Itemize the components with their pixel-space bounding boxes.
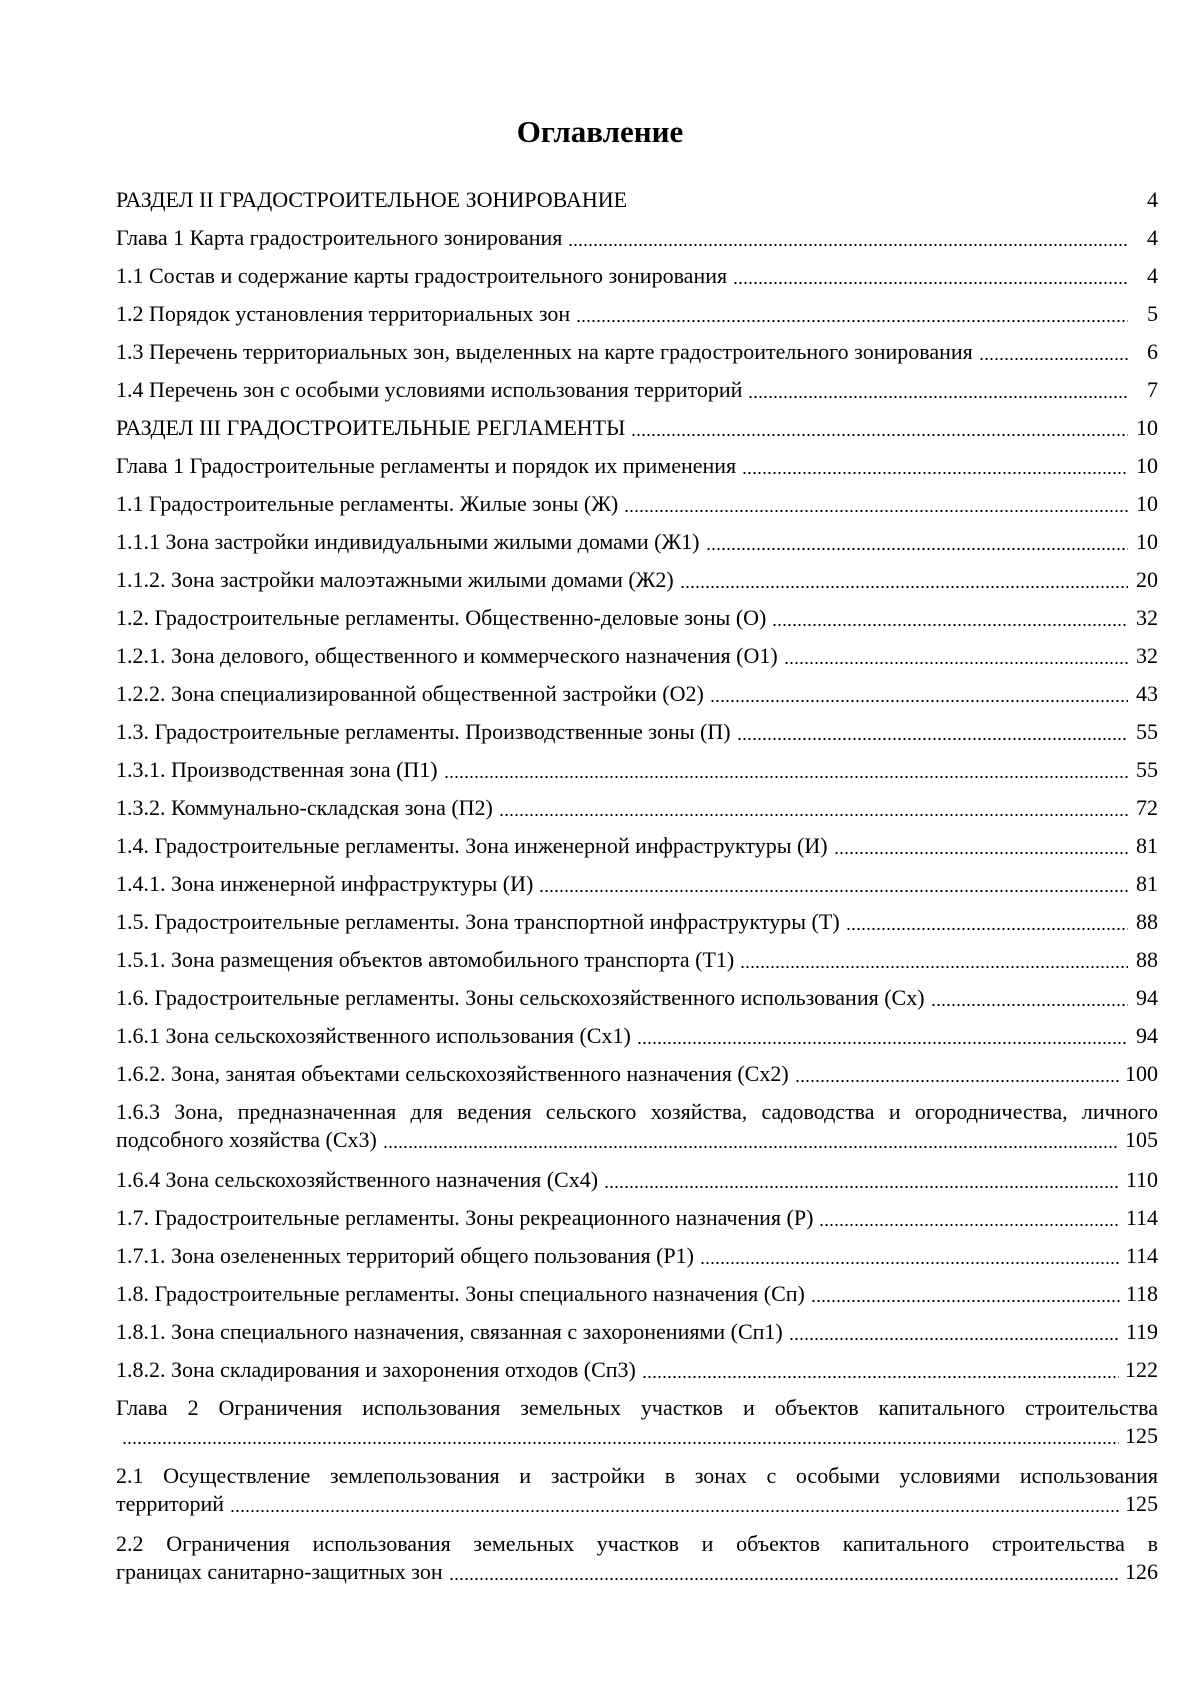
dot-leader — [748, 392, 1128, 399]
toc-entry-line — [116, 566, 1158, 594]
toc-entry-line — [116, 376, 1158, 404]
toc-page-number: 81 — [1136, 833, 1158, 858]
toc-entry-text: 1.3 Перечень территориальных зон, выделенных на карте градостроительного зонирования — [116, 339, 973, 364]
toc-entry-line — [116, 1242, 1158, 1270]
toc-entry-text: 1.3.1. Производственная зона (П1) — [116, 757, 438, 782]
dot-leader — [122, 1438, 1119, 1445]
dot-leader — [834, 848, 1128, 855]
toc-page-number: 5 — [1147, 301, 1158, 326]
dot-leader — [733, 278, 1128, 285]
toc-entry-text: 1.6.1 Зона сельскохозяйственного использования (Сх1) — [116, 1023, 631, 1048]
dot-leader — [700, 1258, 1120, 1265]
toc-title: Оглавление — [516, 114, 684, 149]
toc-entry-line — [116, 642, 1158, 670]
dot-leader — [811, 1296, 1120, 1303]
toc-entry[interactable] — [116, 376, 1158, 414]
toc-page-number: 125 — [1125, 1423, 1158, 1448]
toc-entry-text: 1.6. Градостроительные регламенты. Зоны сельскохозяйственного использования (Сх) — [116, 985, 925, 1010]
toc-entry-line — [116, 528, 1158, 556]
toc-entry-text: Глава 2 Ограничения использования земельных участков и объектов капитального строительства — [116, 1395, 1158, 1420]
toc-entry-line — [116, 1280, 1158, 1308]
toc-entry-line — [116, 1126, 1158, 1154]
dot-leader — [624, 506, 1128, 513]
toc-entry[interactable] — [116, 718, 1158, 756]
toc-entry-text: 1.1 Градостроительные регламенты. Жилые зоны (Ж) — [116, 491, 619, 516]
toc-entry[interactable] — [116, 490, 1158, 528]
toc-entry-text: 1.1.1 Зона застройки индивидуальными жилыми домами (Ж1) — [116, 529, 700, 554]
toc-entry-line — [116, 1356, 1158, 1384]
toc-entry[interactable] — [116, 224, 1158, 262]
dot-leader — [979, 354, 1128, 361]
table-of-contents — [116, 186, 1158, 1598]
toc-entry-text: 1.3. Градостроительные регламенты. Производственные зоны (П) — [116, 719, 731, 744]
toc-entry-text: 1.5.1. Зона размещения объектов автомобильного транспорта (Т1) — [116, 947, 735, 972]
toc-entry-text: 1.2.1. Зона делового, общественного и коммерческого назначения (О1) — [116, 643, 778, 668]
toc-entry-line — [116, 338, 1158, 366]
toc-entry-text: 1.1.2. Зона застройки малоэтажными жилыми домами (Ж2) — [116, 567, 674, 592]
toc-entry-text: 1.8. Градостроительные регламенты. Зоны специального назначения (Сп) — [116, 1281, 805, 1306]
dot-leader — [539, 886, 1128, 893]
toc-entry-text: 1.7. Градостроительные регламенты. Зоны рекреационного назначения (Р) — [116, 1205, 814, 1230]
toc-entry-line — [116, 490, 1158, 518]
toc-entry-line — [116, 794, 1158, 822]
toc-entry-line — [116, 300, 1158, 328]
toc-entry-text: границах санитарно-защитных зон — [116, 1559, 443, 1584]
toc-page-number: 125 — [1125, 1491, 1158, 1516]
toc-entry-text: Глава 1 Карта градостроительного зонирования — [116, 225, 563, 250]
dot-leader — [568, 240, 1128, 247]
toc-entry[interactable] — [116, 756, 1158, 794]
dot-leader — [642, 1372, 1119, 1379]
toc-entry-text: 2.1 Осуществление землепользования и застройки в зонах с особыми условиями использования — [116, 1463, 1158, 1488]
toc-entry-text: 1.6.4 Зона сельскохозяйственного назначения (Сх4) — [116, 1167, 599, 1192]
dot-leader — [789, 1334, 1120, 1341]
dot-leader — [772, 620, 1128, 627]
toc-page-number: 55 — [1136, 757, 1158, 782]
toc-entry-text: 1.4 Перечень зон с особыми условиями использования территорий — [116, 377, 743, 402]
dot-leader — [931, 1000, 1128, 1007]
toc-page-number: 10 — [1136, 491, 1158, 516]
toc-entry[interactable] — [116, 1242, 1158, 1280]
toc-entry-text: 1.4.1. Зона инженерной инфраструктуры (И) — [116, 871, 534, 896]
dot-leader — [383, 1142, 1119, 1149]
toc-entry[interactable] — [116, 1462, 1158, 1530]
toc-entry-text: подсобного хозяйства (Сх3) — [116, 1127, 377, 1152]
toc-page-number: 88 — [1136, 909, 1158, 934]
toc-entry[interactable] — [116, 604, 1158, 642]
toc-entry[interactable] — [116, 414, 1158, 452]
toc-entry[interactable] — [116, 528, 1158, 566]
dot-leader — [710, 696, 1128, 703]
toc-entry-text: 1.2. Градостроительные регламенты. Общественно-деловые зоны (О) — [116, 605, 767, 630]
toc-entry[interactable] — [116, 1060, 1158, 1098]
toc-entry-line — [116, 414, 1158, 442]
toc-entry[interactable] — [116, 1022, 1158, 1060]
toc-page-number: 126 — [1125, 1559, 1158, 1584]
toc-page-number: 10 — [1136, 453, 1158, 478]
toc-entry-text: 1.6.3 Зона, предназначенная для ведения сельского хозяйства, садоводства и огородничества, личного — [116, 1099, 1158, 1124]
dot-leader — [742, 468, 1128, 475]
dot-leader — [680, 582, 1128, 589]
toc-entry[interactable] — [116, 1530, 1158, 1598]
toc-entry[interactable] — [116, 186, 1158, 224]
toc-page-number: 94 — [1136, 985, 1158, 1010]
dot-leader — [230, 1506, 1119, 1513]
toc-entry-line — [116, 224, 1158, 252]
toc-entry[interactable] — [116, 566, 1158, 604]
toc-entry-text: 1.6.2. Зона, занятая объектами сельскохозяйственного назначения (Сх2) — [116, 1061, 789, 1086]
toc-page-number: 100 — [1125, 1061, 1158, 1086]
toc-entry-line — [116, 908, 1158, 936]
toc-entry[interactable] — [116, 1098, 1158, 1166]
dot-leader — [604, 1182, 1120, 1189]
toc-entry[interactable] — [116, 1394, 1158, 1462]
toc-entry[interactable] — [116, 908, 1158, 946]
toc-entry-text: 1.8.2. Зона складирования и захоронения отходов (Сп3) — [116, 1357, 636, 1382]
toc-page-number: 72 — [1136, 795, 1158, 820]
toc-entry[interactable] — [116, 794, 1158, 832]
toc-page-number: 114 — [1125, 1205, 1158, 1230]
toc-entry[interactable] — [116, 680, 1158, 718]
toc-page-number: 88 — [1136, 947, 1158, 972]
dot-leader — [737, 734, 1128, 741]
dot-leader — [784, 658, 1128, 665]
toc-entry[interactable] — [116, 262, 1158, 300]
toc-entry[interactable] — [116, 452, 1158, 490]
toc-entry-text: 1.1 Состав и содержание карты градостроительного зонирования — [116, 263, 728, 288]
toc-entry-text: 2.2 Ограничения использования земельных участков и объектов капитального строительства в — [116, 1531, 1158, 1556]
toc-entry-line — [116, 186, 1158, 214]
toc-entry-line — [116, 946, 1158, 974]
toc-page-number: 10 — [1136, 529, 1158, 554]
toc-page-number: 81 — [1136, 871, 1158, 896]
toc-entry-line — [116, 1558, 1158, 1586]
toc-entry-text: Глава 1 Градостроительные регламенты и порядок их применения — [116, 453, 737, 478]
dot-leader — [795, 1076, 1119, 1083]
toc-entry-line — [116, 1422, 1158, 1450]
toc-page-number: 20 — [1136, 567, 1158, 592]
toc-page-number: 10 — [1136, 415, 1158, 440]
dot-leader — [499, 810, 1128, 817]
toc-page-number: 4 — [1147, 187, 1158, 212]
toc-page-number: 122 — [1125, 1357, 1158, 1382]
toc-entry-line — [116, 1490, 1158, 1518]
toc-entry[interactable] — [116, 1318, 1158, 1356]
toc-page-number: 43 — [1136, 681, 1158, 706]
toc-entry-line — [116, 984, 1158, 1012]
dot-leader — [706, 544, 1129, 551]
toc-entry[interactable] — [116, 338, 1158, 376]
toc-entry-line — [116, 680, 1158, 708]
toc-entry-line — [116, 1060, 1158, 1088]
toc-page-number: 32 — [1136, 605, 1158, 630]
toc-page-number: 6 — [1147, 339, 1158, 364]
toc-page-number: 94 — [1136, 1023, 1158, 1048]
toc-page-number: 7 — [1147, 377, 1158, 402]
toc-entry-text: РАЗДЕЛ III ГРАДОСТРОИТЕЛЬНЫЕ РЕГЛАМЕНТЫ — [116, 415, 626, 440]
dot-leader — [576, 316, 1128, 323]
toc-entry[interactable] — [116, 1166, 1158, 1204]
toc-entry-line — [116, 604, 1158, 632]
toc-page-number: 110 — [1125, 1167, 1158, 1192]
toc-entry-line — [116, 262, 1158, 290]
toc-entry-line — [116, 1166, 1158, 1194]
toc-entry-text: 1.2.2. Зона специализированной общественной застройки (О2) — [116, 681, 704, 706]
toc-entry-line — [116, 1318, 1158, 1346]
toc-entry-line — [116, 756, 1158, 784]
toc-page-number: 4 — [1147, 225, 1158, 250]
toc-entry-line — [116, 1022, 1158, 1050]
toc-entry[interactable] — [116, 642, 1158, 680]
toc-page-number: 114 — [1125, 1243, 1158, 1268]
toc-page-number: 105 — [1125, 1127, 1158, 1152]
toc-entry-line — [116, 870, 1158, 898]
toc-entry[interactable] — [116, 984, 1158, 1022]
toc-entry-text: территорий — [116, 1491, 225, 1516]
toc-entry-text: 1.3.2. Коммунально-складская зона (П2) — [116, 795, 493, 820]
dot-leader — [637, 1038, 1128, 1045]
toc-page-number: 55 — [1136, 719, 1158, 744]
toc-page-number: 118 — [1125, 1281, 1158, 1306]
toc-entry-text: 1.4. Градостроительные регламенты. Зона инженерной инфраструктуры (И) — [116, 833, 828, 858]
toc-entry-text: 1.2 Порядок установления территориальных зон — [116, 301, 571, 326]
toc-entry-text: 1.5. Градостроительные регламенты. Зона транспортной инфраструктуры (Т) — [116, 909, 840, 934]
toc-entry[interactable] — [116, 832, 1158, 870]
toc-entry[interactable] — [116, 1204, 1158, 1242]
toc-entry-text: 1.7.1. Зона озелененных территорий общего пользования (Р1) — [116, 1243, 694, 1268]
dot-leader — [631, 430, 1128, 437]
toc-entry[interactable] — [116, 1280, 1158, 1318]
toc-entry[interactable] — [116, 1356, 1158, 1394]
toc-page-number: 32 — [1136, 643, 1158, 668]
toc-entry[interactable] — [116, 870, 1158, 908]
toc-entry[interactable] — [116, 946, 1158, 984]
toc-entry-line — [116, 718, 1158, 746]
toc-entry[interactable] — [116, 300, 1158, 338]
dot-leader — [846, 924, 1128, 931]
dot-leader — [449, 1574, 1119, 1581]
toc-entry-line — [116, 832, 1158, 860]
dot-leader — [740, 962, 1128, 969]
toc-page-number: 4 — [1147, 263, 1158, 288]
toc-entry-line — [116, 452, 1158, 480]
toc-entry-text: РАЗДЕЛ II ГРАДОСТРОИТЕЛЬНОЕ ЗОНИРОВАНИЕ — [116, 187, 628, 212]
toc-entry-text: 1.8.1. Зона специального назначения, связанная с захоронениями (Сп1) — [116, 1319, 783, 1344]
toc-page-number: 119 — [1125, 1319, 1158, 1344]
dot-leader — [819, 1220, 1119, 1227]
dot-leader — [444, 772, 1128, 779]
toc-entry-line — [116, 1204, 1158, 1232]
